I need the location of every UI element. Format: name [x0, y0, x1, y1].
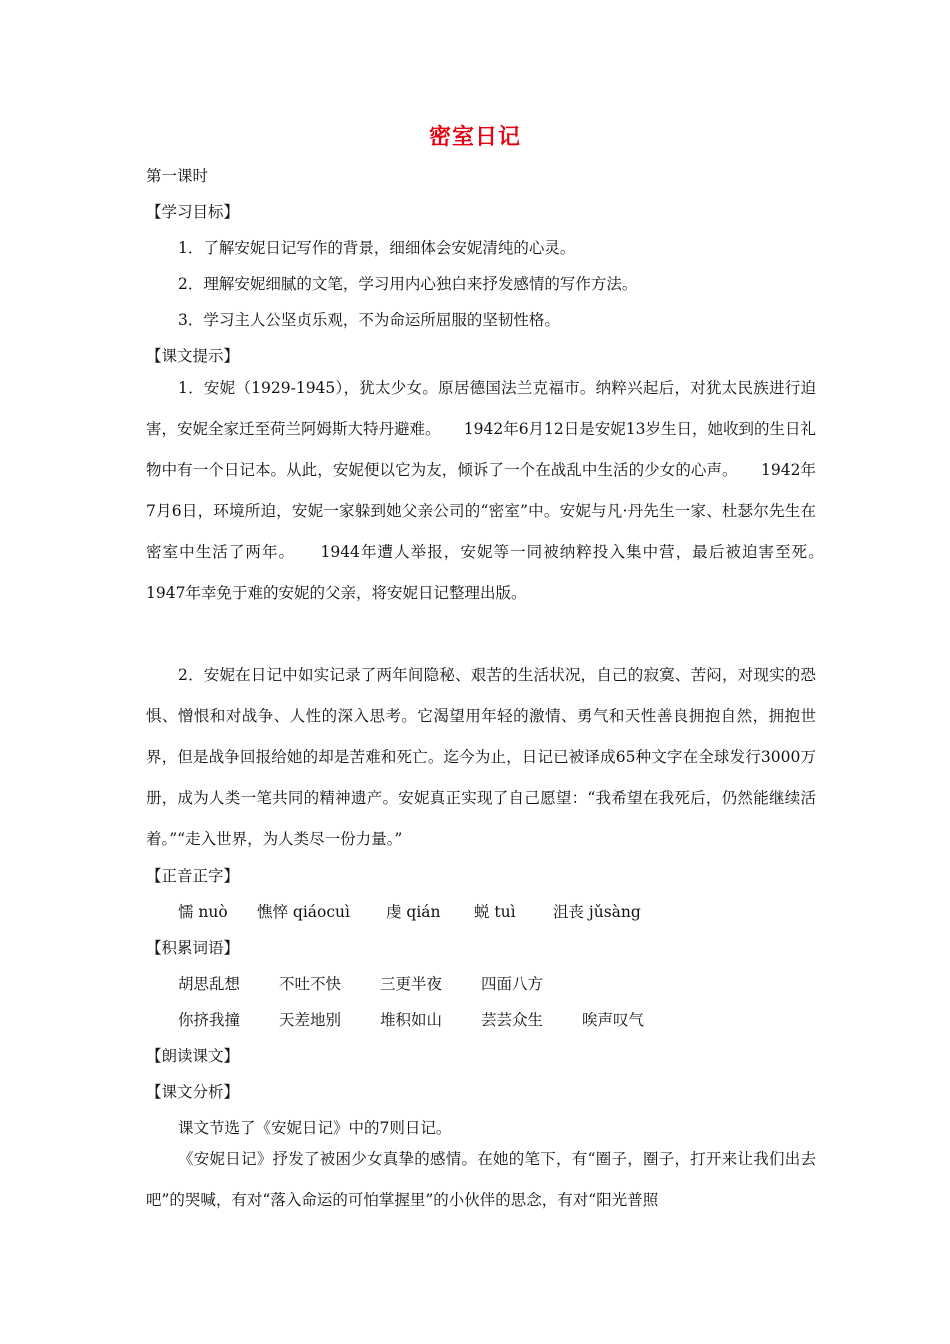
pronunciation-item: 蜕 tuì	[474, 903, 516, 921]
vocabulary-item: 四面八方	[481, 975, 544, 993]
vocabulary-item: 三更半夜	[380, 975, 443, 993]
vocabulary-item: 天差地别	[279, 1011, 342, 1029]
heading-vocabulary: 【积累词语】	[146, 939, 240, 957]
tip-paragraph-1: 1．安妮（1929-1945），犹太少女。原居德国法兰克福市。纳粹兴起后，对犹太民族进行迫害，安妮全家迁至荷兰阿姆斯大特丹避难。 1942年6月12日是安妮13岁生日，她收到的生日礼物中有一个日记本。从此，安妮便以它为友，倾诉了一个在战乱中生活的少女的心声。 1942年7月6日，环境所迫，安妮一家躲到她父亲公司的“密室”中。安妮与凡·丹先生一家、杜瑟尔先生在密室中生活了两年。 1944年遭人举报，安妮等一同被纳粹投入集中营，最后被迫害至死。 1947年幸免于难的安妮的父亲，将安妮日记整理出版。	[146, 379, 848, 602]
vocabulary-item: 芸芸众生	[481, 1011, 544, 1029]
vocabulary-row	[178, 972, 543, 994]
vocabulary-item: 你挤我撞	[178, 1011, 241, 1029]
pronunciation-item: 懦 nuò	[178, 903, 228, 921]
pronunciation-item: 沮丧 jǔsàng	[553, 903, 641, 921]
goal-item: 3．学习主人公坚贞乐观，不为命运所屈服的坚韧性格。	[178, 311, 560, 329]
analysis-line: 课文节选了《安妮日记》中的7则日记。	[178, 1119, 452, 1137]
vocabulary-row	[178, 1008, 644, 1030]
heading-reading: 【朗读课文】	[146, 1047, 240, 1065]
lesson-label: 第一课时	[146, 167, 209, 185]
tip-paragraph-2: 2．安妮在日记中如实记录了两年间隐秘、艰苦的生活状况，自己的寂寞、苦闷，对现实的恐惧、憎恨和对战争、人性的深入思考。它渴望用年轻的激情、勇气和天性善良拥抱自然，拥抱世界，但是战争回报给她的却是苦难和死亡。迄今为止，日记已被译成65种文字在全球发行3000万册，成为人类一笔共同的精神遗产。安妮真正实现了自己愿望：“我希望在我死后，仍然能继续活着。”“走入世界，为人类尽一份力量。”	[146, 666, 816, 848]
goal-item: 2．理解安妮细腻的文笔，学习用内心独白来抒发感情的写作方法。	[178, 275, 638, 293]
vocabulary-item: 唉声叹气	[582, 1011, 645, 1029]
heading-tips: 【课文提示】	[146, 347, 240, 365]
pronunciation-item: 憔悴 qiáocuì	[257, 903, 351, 921]
heading-goals: 【学习目标】	[146, 203, 240, 221]
vocabulary-item: 不吐不快	[279, 975, 342, 993]
heading-analysis: 【课文分析】	[146, 1083, 240, 1101]
pronunciation-row	[178, 900, 641, 922]
analysis-paragraph: 《安妮日记》抒发了被困少女真挚的感情。在她的笔下，有“圈子，圈子，打开来让我们出去吧”的哭喊，有对“落入命运的可怕掌握里”的小伙伴的思念，有对“阳光普照	[146, 1150, 816, 1209]
heading-pronunciation: 【正音正字】	[146, 867, 240, 885]
pronunciation-item: 虔 qián	[386, 903, 441, 921]
goal-item: 1．了解安妮日记写作的背景，细细体会安妮清纯的心灵。	[178, 239, 576, 257]
page-title: 密室日记	[428, 125, 521, 150]
vocabulary-item: 堆积如山	[380, 1011, 443, 1029]
vocabulary-item: 胡思乱想	[178, 975, 241, 993]
